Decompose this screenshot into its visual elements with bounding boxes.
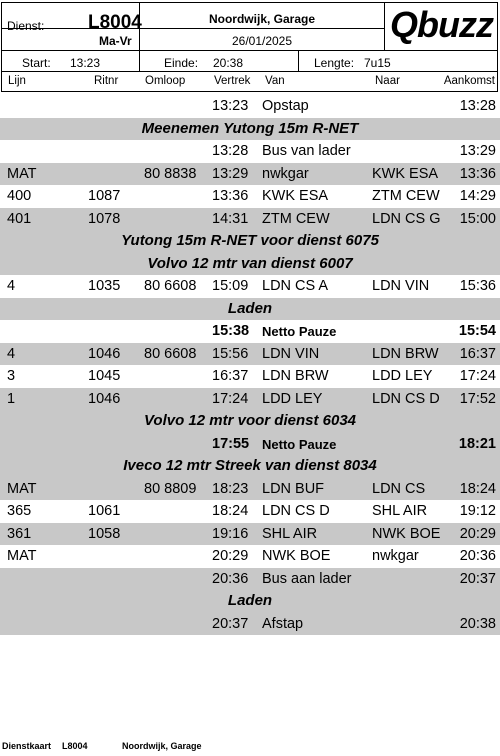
- dienst-label: Dienst:: [7, 19, 45, 33]
- cell-van: nwkgar: [262, 165, 309, 182]
- column-van: Van: [265, 75, 285, 87]
- cell-naar: SHL AIR: [372, 503, 428, 519]
- trip-row: [0, 185, 500, 208]
- cell-van: Bus aan lader: [262, 570, 352, 587]
- cell-naar: LDD LEY: [372, 368, 433, 384]
- cell-ritnr: 1046: [88, 390, 121, 407]
- section-heading-row: [0, 590, 500, 613]
- cell-omloop: 80 6608: [144, 345, 197, 362]
- footer-location: Noordwijk, Garage: [122, 741, 202, 751]
- section-heading-row: [0, 455, 500, 478]
- section-heading-row: [0, 298, 500, 321]
- trip-row: [0, 275, 500, 298]
- trip-row: [0, 523, 500, 546]
- cell-vertrek: 20:36: [212, 570, 249, 587]
- cell-van: Bus van lader: [262, 143, 351, 159]
- einde-label: Einde:: [164, 56, 199, 70]
- section-heading-row: [0, 253, 500, 276]
- cell-van: ZTM CEW: [262, 210, 330, 227]
- cell-ritnr: 1078: [88, 210, 121, 227]
- trip-row: [0, 208, 500, 231]
- pause-row: [0, 433, 500, 456]
- column-omloop: Omloop: [145, 75, 186, 87]
- column-lijn: Lijn: [8, 75, 26, 87]
- column-header-row: [1, 72, 498, 92]
- cell-omloop: 80 8838: [144, 165, 197, 182]
- section-heading-row: [0, 410, 500, 433]
- trip-row: [0, 478, 500, 501]
- cell-vertrek: 13:29: [212, 165, 249, 182]
- column-ritnr: Ritnr: [94, 75, 119, 87]
- cell-vertrek: 17:55: [212, 435, 250, 452]
- cell-vertrek: 15:09: [212, 278, 249, 294]
- cell-van: SHL AIR: [262, 525, 318, 542]
- section-heading: Iveco 12 mtr Streek van dienst 8034: [123, 457, 377, 474]
- einde-value: 20:38: [213, 56, 244, 70]
- cell-aankomst: 20:37: [459, 570, 496, 587]
- footer-label: Dienstkaart: [2, 741, 52, 751]
- cell-lijn: 401: [7, 210, 32, 227]
- cell-naar: ZTM CEW: [372, 188, 440, 204]
- cell-aankomst: 20:29: [459, 525, 496, 542]
- trip-row: [0, 545, 500, 568]
- cell-naar: LDN BRW: [372, 345, 439, 362]
- cell-naar: NWK BOE: [372, 525, 441, 542]
- cell-aankomst: 13:29: [459, 143, 496, 159]
- start-value: 13:23: [70, 56, 101, 70]
- cell-ritnr: 1087: [88, 188, 121, 204]
- date: 26/01/2025: [231, 34, 293, 48]
- location: Noordwijk, Garage: [208, 12, 316, 26]
- cell-aankomst: 13:28: [459, 98, 496, 114]
- trip-row: [0, 95, 500, 118]
- cell-van: Afstap: [262, 615, 304, 632]
- cell-ritnr: 1061: [88, 503, 121, 519]
- cell-vertrek: 15:56: [212, 345, 249, 362]
- section-heading: Laden: [227, 592, 273, 609]
- cell-aankomst: 14:29: [459, 188, 496, 204]
- header-box: [1, 2, 498, 72]
- footer-code: L8004: [62, 741, 88, 751]
- section-heading-row: [0, 230, 500, 253]
- cell-naar: LDN CS: [372, 480, 426, 497]
- cell-aankomst: 13:36: [459, 165, 496, 182]
- cell-lijn: MAT: [7, 165, 37, 182]
- schedule-rows: [0, 95, 500, 635]
- cell-lijn: 3: [7, 368, 16, 384]
- cell-naar: LDN CS D: [372, 390, 440, 407]
- cell-van: Netto Pauze: [262, 436, 337, 452]
- cell-van: LDN CS A: [262, 278, 329, 294]
- cell-aankomst: 18:24: [459, 480, 496, 497]
- cell-omloop: 80 6608: [144, 278, 197, 294]
- qbuzz-logo: Qbuzz: [390, 4, 493, 45]
- column-aankomst: Aankomst: [443, 75, 495, 87]
- trip-row: [0, 163, 500, 186]
- section-heading: Volvo 12 mtr van dienst 6007: [147, 254, 353, 272]
- cell-omloop: 80 8809: [144, 480, 197, 497]
- trip-row: [0, 343, 500, 366]
- cell-aankomst: 15:00: [459, 210, 496, 227]
- lengte-value: 7u15: [364, 56, 391, 70]
- cell-vertrek: 19:16: [212, 525, 249, 542]
- cell-lijn: 361: [7, 525, 32, 542]
- cell-aankomst: 15:36: [459, 278, 496, 294]
- cell-naar: LDN CS G: [372, 210, 441, 227]
- cell-van: Netto Pauze: [262, 324, 337, 339]
- cell-ritnr: 1035: [88, 278, 121, 294]
- cell-van: KWK ESA: [262, 188, 329, 204]
- cell-naar: KWK ESA: [372, 165, 439, 182]
- trip-row: [0, 500, 500, 523]
- cell-lijn: 4: [7, 278, 16, 294]
- section-heading: Yutong 15m R-NET voor dienst 6075: [121, 232, 379, 249]
- section-heading: Volvo 12 mtr voor dienst 6034: [143, 412, 357, 429]
- cell-vertrek: 13:23: [212, 98, 249, 114]
- cell-naar: nwkgar: [372, 548, 419, 564]
- start-label: Start:: [22, 56, 51, 70]
- cell-vertrek: 16:37: [212, 368, 249, 384]
- cell-lijn: 1: [7, 390, 16, 407]
- cell-aankomst: 17:24: [459, 368, 496, 384]
- lengte-label: Lengte:: [314, 56, 355, 70]
- trip-row: [0, 365, 500, 388]
- section-heading: Laden: [227, 299, 273, 317]
- trip-row: [0, 140, 500, 163]
- cell-lijn: 400: [7, 188, 32, 204]
- cell-aankomst: 20:36: [459, 548, 496, 564]
- cell-van: LDD LEY: [262, 390, 323, 407]
- cell-aankomst: 18:21: [458, 435, 496, 452]
- column-vertrek: Vertrek: [214, 75, 251, 87]
- section-heading-row: [0, 118, 500, 141]
- cell-ritnr: 1046: [88, 345, 121, 362]
- cell-vertrek: 14:31: [212, 210, 249, 227]
- dienst-days: Ma-Vr: [99, 34, 132, 48]
- cell-aankomst: 16:37: [459, 345, 496, 362]
- cell-vertrek: 18:23: [212, 480, 249, 497]
- cell-vertrek: 13:36: [212, 188, 249, 204]
- cell-ritnr: 1045: [88, 368, 121, 384]
- cell-lijn: MAT: [7, 480, 37, 497]
- cell-lijn: 4: [7, 345, 16, 362]
- cell-aankomst: 17:52: [459, 390, 496, 407]
- cell-vertrek: 20:29: [212, 548, 249, 564]
- cell-vertrek: 13:28: [212, 143, 249, 159]
- cell-vertrek: 17:24: [212, 390, 249, 407]
- trip-row: [0, 613, 500, 636]
- cell-van: LDN BUF: [262, 480, 325, 497]
- section-heading: Meenemen Yutong 15m R-NET: [141, 119, 359, 137]
- cell-vertrek: 15:38: [212, 323, 250, 339]
- column-naar: Naar: [375, 75, 400, 87]
- cell-van: Opstap: [262, 98, 309, 114]
- cell-naar: LDN VIN: [372, 278, 430, 294]
- trip-row: [0, 388, 500, 411]
- cell-aankomst: 20:38: [459, 615, 496, 632]
- cell-van: LDN VIN: [262, 345, 320, 362]
- cell-aankomst: 19:12: [459, 503, 496, 519]
- dienst-code: L8004: [88, 12, 142, 33]
- trip-row: [0, 568, 500, 591]
- cell-vertrek: 20:37: [212, 615, 249, 632]
- cell-lijn: MAT: [7, 548, 37, 564]
- pause-row: [0, 320, 500, 343]
- cell-van: LDN BRW: [262, 368, 329, 384]
- cell-vertrek: 18:24: [212, 503, 249, 519]
- cell-van: NWK BOE: [262, 548, 331, 564]
- cell-ritnr: 1058: [88, 525, 121, 542]
- cell-lijn: 365: [7, 503, 32, 519]
- cell-aankomst: 15:54: [458, 323, 496, 339]
- cell-van: LDN CS D: [262, 503, 330, 519]
